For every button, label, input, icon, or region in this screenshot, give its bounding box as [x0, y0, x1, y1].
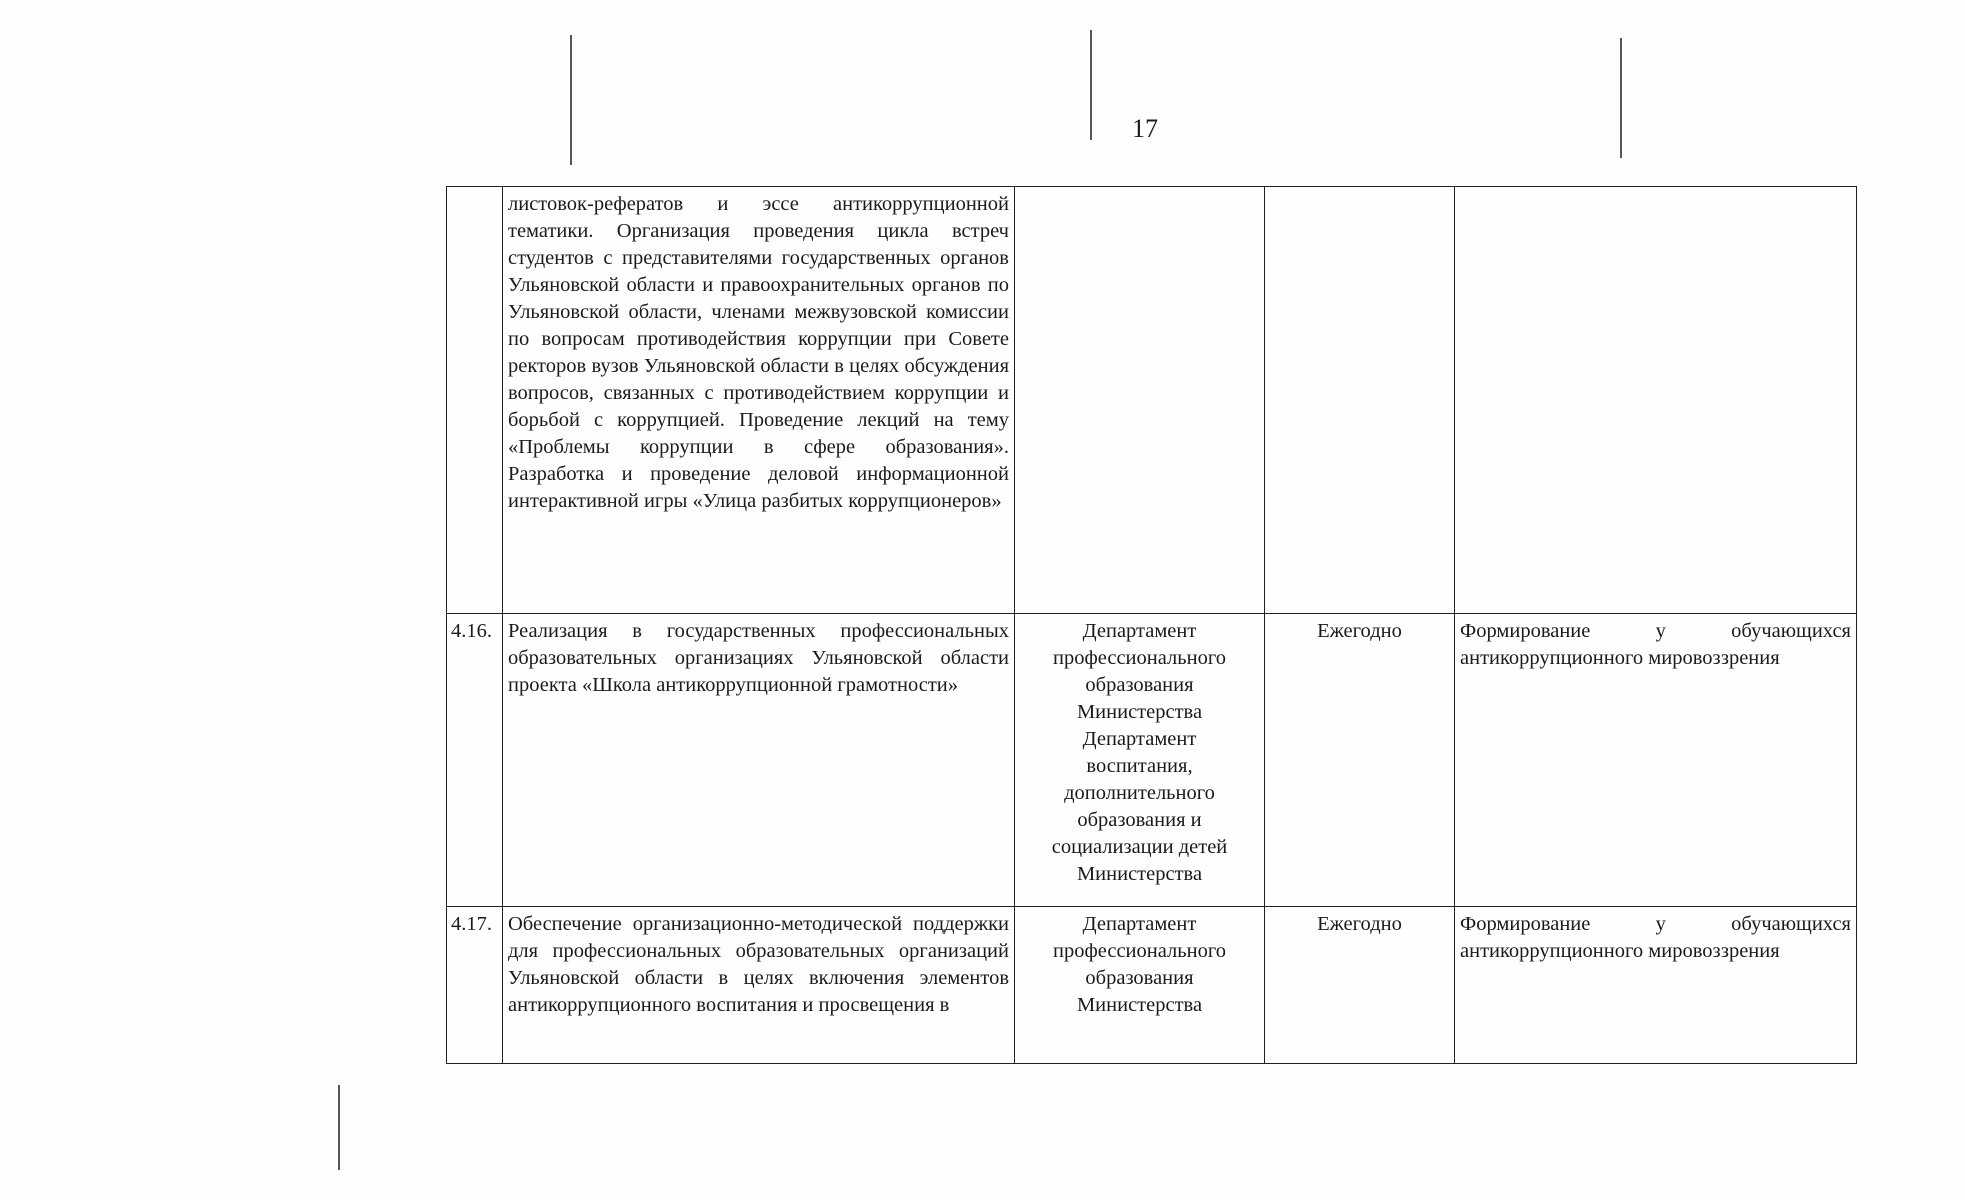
- responsible-line: Министерства: [1076, 863, 1203, 885]
- scan-artifact-line: [1090, 30, 1092, 140]
- expected-result: [1455, 187, 1857, 614]
- scan-artifact-line: [570, 35, 572, 165]
- responsible-line: воспитания,: [1086, 755, 1193, 777]
- responsible-line: образования: [1085, 967, 1194, 989]
- expected-result: Формирование у обучающихся антикоррупционного мировоззрения: [1455, 614, 1857, 907]
- responsible-line: Министерства: [1076, 701, 1203, 723]
- responsible-line: Департамент: [1082, 620, 1197, 642]
- responsible-line: образования и: [1077, 809, 1202, 831]
- responsible-line: образования: [1085, 674, 1194, 696]
- responsible-line: профессионального: [1053, 940, 1226, 962]
- item-number: 4.17.: [447, 907, 503, 1064]
- responsible-line: Департамент: [1082, 728, 1197, 750]
- measure-description: листовок-рефератов и эссе антикоррупционной тематики. Организация проведения цикла встреч студентов с представителями государственных органов Ульяновской области и правоохранительных органов по Ульяновской области, членами межвузовской комиссии по вопросам противодействия коррупции при Совете ректоров вузов Ульяновской области в целях обсуждения вопросов, связанных с противодействием коррупции и борьбой с коррупцией. Проведение лекций на тему «Проблемы коррупции в сфере образования». Разработка и проведение деловой информационной интерактивной игры «Улица разбитых коррупционеров»: [503, 187, 1015, 614]
- responsible-cell: [1015, 187, 1265, 614]
- table-row: [447, 187, 1857, 614]
- measure-description: Реализация в государственных профессиональных образовательных организациях Ульяновской области проекта «Школа антикоррупционной грамотности»: [503, 614, 1015, 907]
- responsible-line: социализации детей: [1051, 836, 1228, 858]
- term-cell: Ежегодно: [1265, 907, 1455, 1064]
- measures-table: [446, 186, 1857, 1064]
- responsible-cell: [1015, 614, 1265, 907]
- responsible-cell: [1015, 907, 1265, 1064]
- table-row: [447, 907, 1857, 1064]
- term-cell: Ежегодно: [1265, 614, 1455, 907]
- term-cell: [1265, 187, 1455, 614]
- item-number: [447, 187, 503, 614]
- responsible-line: Департамент: [1082, 913, 1197, 935]
- expected-result: Формирование у обучающихся антикоррупционного мировоззрения: [1455, 907, 1857, 1064]
- scan-artifact-line: [1620, 38, 1622, 158]
- measure-description: Обеспечение организационно-методической поддержки для профессиональных образовательных организаций Ульяновской области в целях включения элементов антикоррупционного воспитания и просвещения в: [503, 907, 1015, 1064]
- responsible-line: Министерства: [1076, 994, 1203, 1016]
- responsible-line: профессионального: [1053, 647, 1226, 669]
- table-row: [447, 614, 1857, 907]
- page-number: 17: [1132, 114, 1158, 143]
- scan-artifact-line: [338, 1085, 340, 1170]
- item-number: 4.16.: [447, 614, 503, 907]
- responsible-line: дополнительного: [1064, 782, 1215, 804]
